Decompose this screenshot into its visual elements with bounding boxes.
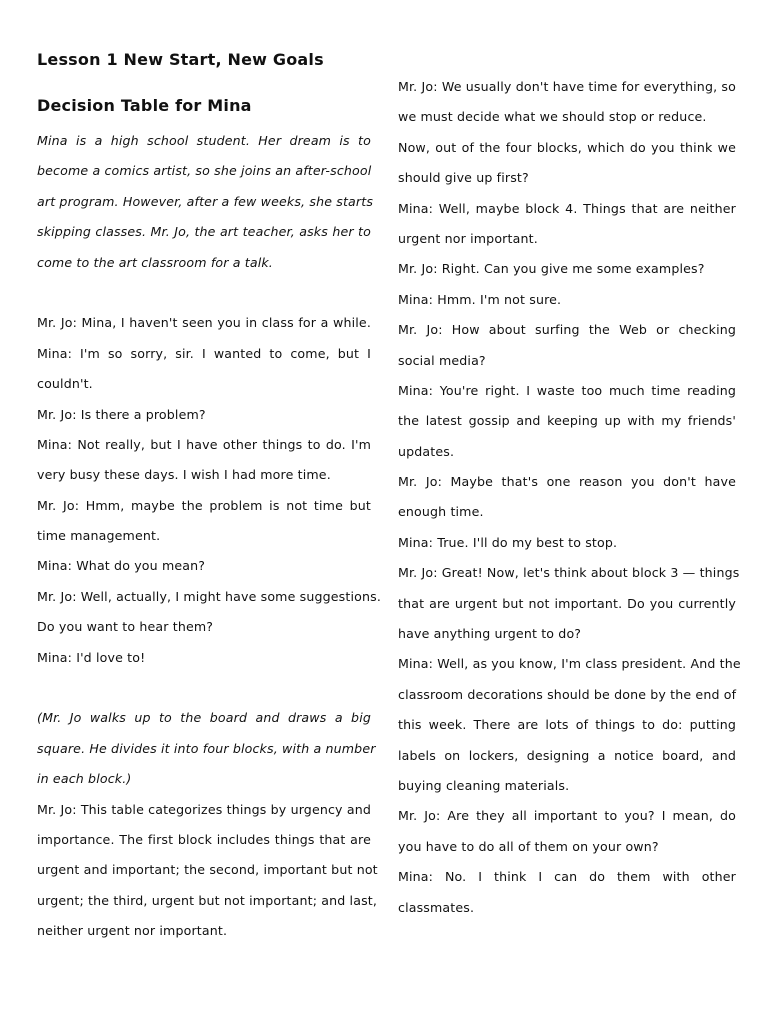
text-line: Do you want to hear them? xyxy=(37,619,214,635)
text-line: the latest gossip and keeping up with my friends' xyxy=(398,413,736,429)
text-line: skipping classes. Mr. Jo, the art teacher, asks her to xyxy=(37,224,371,240)
text-line: Mina: True. I'll do my best to stop. xyxy=(398,534,618,550)
text-line: social media? xyxy=(398,352,486,368)
text-line: Mina: What do you mean? xyxy=(37,558,206,574)
text-line: Mina: I'd love to! xyxy=(37,649,146,665)
text-line: we must decide what we should stop or reduce. xyxy=(398,109,707,125)
text-line: Mr. Jo: Is there a problem? xyxy=(37,406,206,422)
text-line: Mina: No. I think I can do them with other xyxy=(398,869,736,885)
dialogue-paragraph xyxy=(37,308,381,673)
text-line: enough time. xyxy=(398,504,484,520)
paragraph-gap xyxy=(37,278,371,308)
intro-paragraph xyxy=(37,126,374,278)
text-line: updates. xyxy=(398,443,455,459)
text-line: importance. The first block includes things that are xyxy=(37,831,371,847)
text-line: this week. There are lots of things to do: putting xyxy=(398,717,736,733)
text-line: Mr. Jo: Mina, I haven't seen you in class for a while. xyxy=(37,315,371,331)
text-line: Mr. Jo: How about surfing the Web or checking xyxy=(398,322,736,338)
text-line: that are urgent but not important. Do you currently xyxy=(398,595,736,611)
text-line: very busy these days. I wish I had more time. xyxy=(37,467,331,483)
text-line: Mr. Jo: Maybe that's one reason you don't have xyxy=(398,474,736,490)
lesson-title: Lesson 1 New Start, New Goals xyxy=(37,50,324,69)
text-line: Mr. Jo: Great! Now, let's think about block 3 — things xyxy=(398,565,740,581)
text-line: neither urgent nor important. xyxy=(37,923,228,939)
stage-direction xyxy=(37,703,376,794)
section-title: Decision Table for Mina xyxy=(37,96,252,115)
text-line: square. He divides it into four blocks, with a number xyxy=(37,740,376,756)
text-line: labels on lockers, designing a notice board, and xyxy=(398,747,736,763)
text-line: Mina: Well, as you know, I'm class president. And the xyxy=(398,656,741,672)
text-line: Mr. Jo: This table categorizes things by urgency and xyxy=(37,801,371,817)
text-line: urgent nor important. xyxy=(398,230,538,246)
text-line: Mina: Well, maybe block 4. Things that are neither xyxy=(398,200,736,216)
dialogue-paragraph xyxy=(398,72,741,923)
text-line: Mr. Jo: We usually don't have time for everything, so xyxy=(398,79,736,94)
dialogue-paragraph xyxy=(37,795,378,947)
text-line: Mr. Jo: Right. Can you give me some examples? xyxy=(398,261,705,277)
text-line: urgent; the third, urgent but not important; and last, xyxy=(37,892,378,908)
text-line: classroom decorations should be done by the end of xyxy=(398,686,737,702)
text-line: Now, out of the four blocks, which do you think we xyxy=(398,139,736,155)
left-column xyxy=(37,48,381,947)
text-line: (Mr. Jo walks up to the board and draws a big xyxy=(37,710,371,726)
text-line: Mina is a high school student. Her dream is to xyxy=(37,133,371,148)
text-line: Mina: You're right. I waste too much time reading xyxy=(398,382,736,398)
right-column xyxy=(398,72,741,923)
text-line: Mina: Hmm. I'm not sure. xyxy=(398,291,562,307)
text-line: you have to do all of them on your own? xyxy=(398,838,659,854)
text-line: have anything urgent to do? xyxy=(398,626,582,642)
text-line: Mr. Jo: Hmm, maybe the problem is not time but xyxy=(37,497,371,513)
text-line: come to the art classroom for a talk. xyxy=(37,254,273,270)
text-line: time management. xyxy=(37,528,161,544)
text-line: urgent and important; the second, important but not xyxy=(37,862,378,878)
text-line: Mina: Not really, but I have other things to do. I'm xyxy=(37,436,371,452)
text-line: in each block.) xyxy=(37,771,132,787)
text-line: become a comics artist, so she joins an after-school xyxy=(37,163,372,179)
text-line: should give up first? xyxy=(398,170,529,186)
text-line: Mr. Jo: Are they all important to you? I mean, do xyxy=(398,808,736,824)
text-line: classmates. xyxy=(398,899,475,915)
text-line: Mina: I'm so sorry, sir. I wanted to come, but I xyxy=(37,345,371,361)
text-line: art program. However, after a few weeks, she starts xyxy=(37,193,374,209)
text-line: Mr. Jo: Well, actually, I might have some suggestions. xyxy=(37,588,381,604)
text-line: buying cleaning materials. xyxy=(398,777,570,793)
text-line: couldn't. xyxy=(37,376,93,392)
paragraph-gap xyxy=(37,673,371,703)
